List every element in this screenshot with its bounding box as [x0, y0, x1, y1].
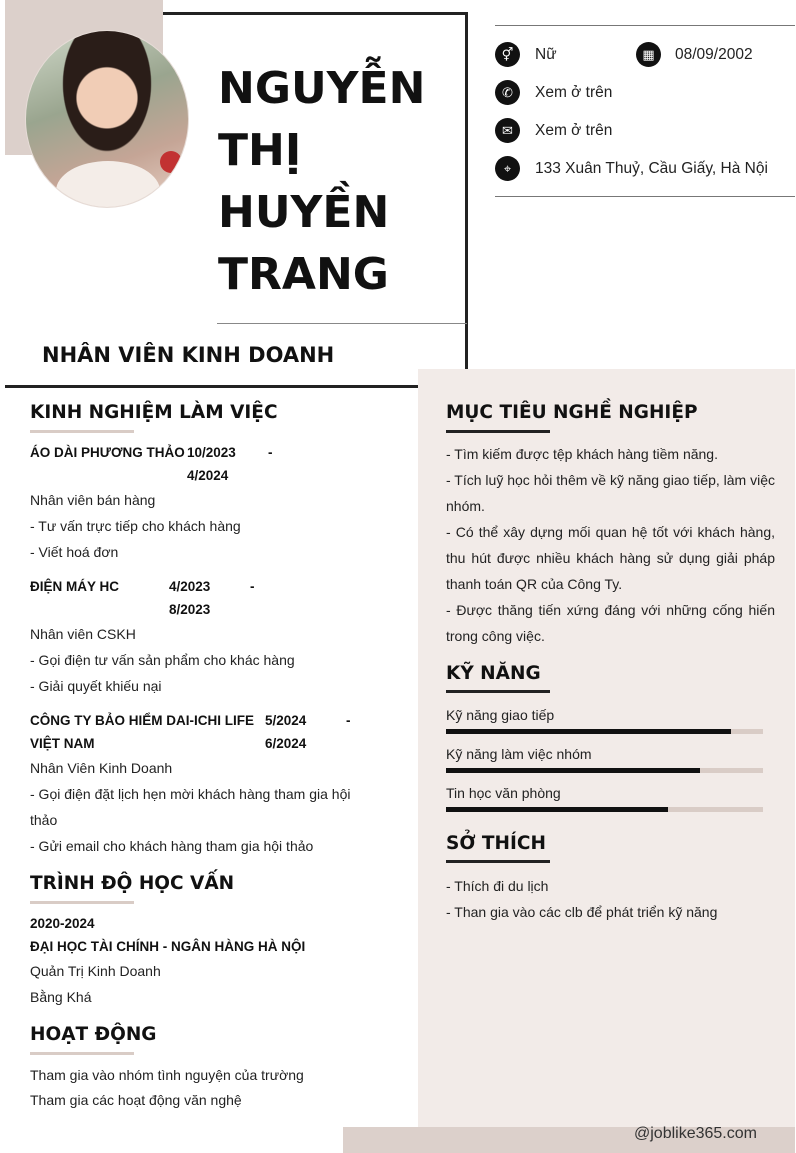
- date-separator: -: [268, 445, 273, 460]
- job-end-date: 4/2024: [187, 468, 229, 483]
- photo-shirt-shape: [56, 161, 160, 208]
- job-duty: - Tư vấn trực tiếp cho khách hàng: [30, 518, 241, 534]
- job-end-date: 6/2024: [265, 736, 307, 751]
- company-name-cont: VIỆT NAM: [30, 736, 95, 751]
- activity-item: Tham gia vào nhóm tình nguyện của trường: [30, 1067, 304, 1083]
- job-start-date: 4/2023: [169, 579, 211, 594]
- skills-title-underline: [446, 690, 550, 693]
- hobbies-title: SỞ THÍCH: [446, 833, 546, 854]
- job-duty: - Gửi email cho khách hàng tham gia hội thảo: [30, 838, 314, 854]
- job-start-date: 5/2024: [265, 713, 307, 728]
- calendar-icon: ▦: [636, 42, 661, 67]
- education-title-underline: [30, 901, 134, 904]
- gender-icon: ⚥: [495, 42, 520, 67]
- company-name: CÔNG TY BẢO HIỂM DAI-ICHI LIFE: [30, 713, 255, 728]
- date-separator: -: [250, 579, 255, 594]
- date-separator: -: [346, 713, 351, 728]
- objective-point: - Được thăng tiến xứng đáng với những cống hiến trong công việc.: [446, 602, 775, 644]
- hobbies-title-underline: [446, 860, 550, 863]
- phone-icon: ✆: [495, 80, 520, 105]
- location-icon: ⌖: [495, 156, 520, 181]
- name-line-3: HUYỀN: [218, 187, 390, 238]
- job-duty: - Gọi điện đặt lịch hẹn mời khách hàng tham gia hội: [30, 786, 351, 802]
- activity-item: Tham gia các hoạt động văn nghệ: [30, 1092, 242, 1108]
- education-title: TRÌNH ĐỘ HỌC VẤN: [30, 873, 235, 894]
- name-line-4: TRANG: [218, 249, 389, 300]
- email-value: Xem ở trên: [535, 122, 613, 139]
- email-icon: ✉: [495, 118, 520, 143]
- education-degree: Bằng Khá: [30, 989, 92, 1005]
- skill-bar-fill: [446, 768, 700, 773]
- objective-point: - Tích luỹ học hỏi thêm về kỹ năng giao tiếp, làm việc nhóm.: [446, 472, 775, 514]
- footer-watermark: @joblike365.com: [634, 1125, 757, 1142]
- birthdate-value: 08/09/2002: [675, 46, 753, 63]
- contact-divider-bottom: [495, 196, 795, 197]
- skill-bar-track: [446, 807, 763, 812]
- job-start-date: 10/2023: [187, 445, 236, 460]
- objective-title: MỤC TIÊU NGHỀ NGHIỆP: [446, 402, 698, 423]
- candidate-name: [218, 58, 458, 306]
- frame-line-top: [163, 12, 468, 15]
- skill-label: Tin học văn phòng: [446, 785, 561, 801]
- name-line-2: THỊ: [218, 125, 302, 176]
- experience-title-underline: [30, 430, 134, 433]
- objective-point: - Tìm kiếm được tệp khách hàng tiềm năng.: [446, 446, 718, 462]
- skill-bar-fill: [446, 729, 731, 734]
- skill-label: Kỹ năng giao tiếp: [446, 707, 555, 723]
- education-major: Quản Trị Kinh Doanh: [30, 963, 161, 979]
- job-role: Nhân viên bán hàng: [30, 492, 156, 508]
- job-duty: - Gọi điện tư vấn sản phẩm cho khác hàng: [30, 652, 295, 668]
- job-role: Nhân Viên Kinh Doanh: [30, 760, 173, 776]
- company-name: ÁO DÀI PHƯƠNG THẢO: [30, 445, 185, 460]
- school-name: ĐẠI HỌC TÀI CHÍNH - NGÂN HÀNG HÀ NỘI: [30, 939, 306, 954]
- skill-label: Kỹ năng làm việc nhóm: [446, 746, 592, 762]
- skill-bar-fill: [446, 807, 668, 812]
- photo-flower-shape: [160, 151, 182, 173]
- job-role: Nhân viên CSKH: [30, 626, 136, 642]
- skills-title: KỸ NĂNG: [446, 663, 541, 684]
- experience-title: KINH NGHIỆM LÀM VIỆC: [30, 402, 278, 423]
- profile-photo: [25, 30, 189, 208]
- address-value: 133 Xuân Thuỷ, Cầu Giấy, Hà Nội: [535, 160, 768, 177]
- skill-bar-track: [446, 729, 763, 734]
- frame-line-right: [465, 12, 468, 387]
- name-divider: [217, 323, 467, 324]
- job-duty: - Giải quyết khiếu nại: [30, 678, 162, 694]
- objective-title-underline: [446, 430, 550, 433]
- company-name: ĐIỆN MÁY HC: [30, 579, 120, 594]
- activities-title: HOẠT ĐỘNG: [30, 1024, 157, 1045]
- activities-title-underline: [30, 1052, 134, 1055]
- job-duty: thảo: [30, 812, 58, 828]
- job-end-date: 8/2023: [169, 602, 211, 617]
- phone-value: Xem ở trên: [535, 84, 613, 101]
- objective-point: - Có thể xây dựng mối quan hệ tốt với khách hàng, thu hút được nhiều khách hàng sử dụng giải pháp thanh toán QR của Công Ty.: [446, 524, 775, 592]
- gender-value: Nữ: [535, 46, 557, 63]
- name-line-1: NGUYỄN: [218, 63, 426, 114]
- contact-divider-top: [495, 25, 795, 26]
- job-title: NHÂN VIÊN KINH DOANH: [42, 343, 335, 367]
- job-duty: - Viết hoá đơn: [30, 544, 119, 560]
- skill-bar-track: [446, 768, 763, 773]
- education-years: 2020-2024: [30, 916, 95, 931]
- hobby-item: - Thích đi du lịch: [446, 878, 549, 894]
- hobby-item: - Than gia vào các clb để phát triển kỹ năng: [446, 904, 718, 920]
- frame-line-bottom: [5, 385, 418, 388]
